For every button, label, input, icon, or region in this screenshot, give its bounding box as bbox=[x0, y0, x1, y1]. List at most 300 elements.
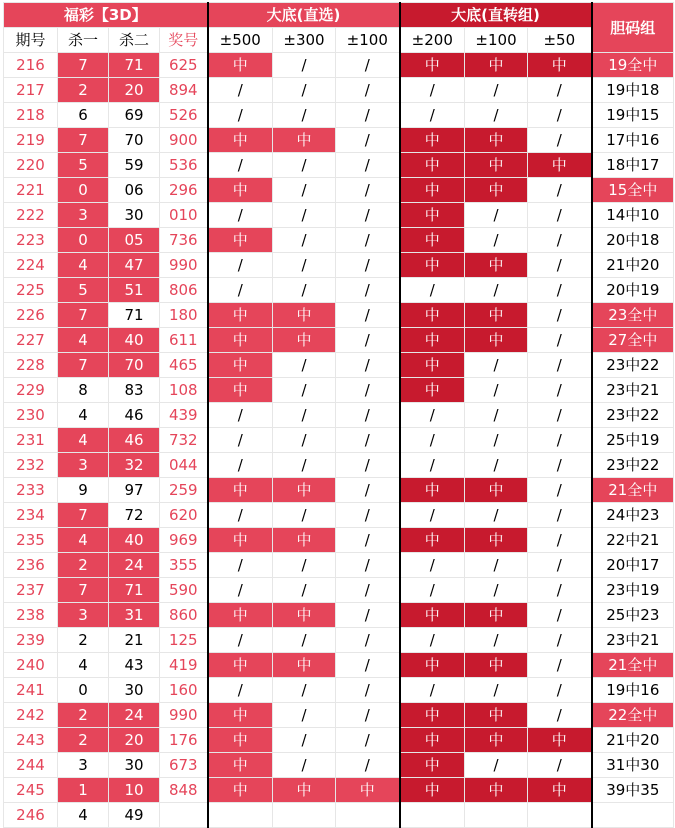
zhuanzu-cell: / bbox=[528, 403, 592, 428]
zhixuan-cell: / bbox=[273, 553, 336, 578]
zhixuan-cell: 中 bbox=[273, 328, 336, 353]
table-row bbox=[4, 578, 674, 603]
danma-cell: 17中16 bbox=[592, 128, 674, 153]
kill-one-cell: 3 bbox=[58, 453, 109, 478]
col-header-sha1: 杀一 bbox=[58, 28, 109, 53]
zhuanzu-cell: / bbox=[465, 278, 528, 303]
kill-one-cell: 2 bbox=[58, 553, 109, 578]
issue-number-cell: 235 bbox=[4, 528, 58, 553]
zhixuan-cell: 中 bbox=[273, 653, 336, 678]
issue-number-cell: 243 bbox=[4, 728, 58, 753]
kill-two-cell: 30 bbox=[109, 678, 160, 703]
winning-number-cell: 732 bbox=[160, 428, 208, 453]
zhuanzu-cell: 中 bbox=[400, 603, 465, 628]
winning-number-cell: 860 bbox=[160, 603, 208, 628]
zhuanzu-cell: 中 bbox=[465, 178, 528, 203]
zhixuan-cell: / bbox=[273, 203, 336, 228]
kill-one-cell: 3 bbox=[58, 753, 109, 778]
zhuanzu-cell: 中 bbox=[528, 728, 592, 753]
issue-number-cell: 245 bbox=[4, 778, 58, 803]
winning-number-cell: 673 bbox=[160, 753, 208, 778]
zhuanzu-cell: / bbox=[400, 503, 465, 528]
zhuanzu-cell: 中 bbox=[400, 703, 465, 728]
danma-cell: 19中15 bbox=[592, 103, 674, 128]
zhixuan-cell: / bbox=[336, 128, 400, 153]
issue-number-cell: 218 bbox=[4, 103, 58, 128]
zhixuan-cell: / bbox=[336, 178, 400, 203]
zhixuan-cell bbox=[273, 803, 336, 828]
issue-number-cell: 239 bbox=[4, 628, 58, 653]
kill-two-cell: 71 bbox=[109, 53, 160, 78]
table-row bbox=[4, 53, 674, 78]
zhuanzu-cell: / bbox=[465, 403, 528, 428]
zhuanzu-cell: 中 bbox=[528, 53, 592, 78]
winning-number-cell: 611 bbox=[160, 328, 208, 353]
kill-one-cell: 9 bbox=[58, 478, 109, 503]
table-body bbox=[4, 53, 674, 828]
zhuanzu-cell: / bbox=[465, 503, 528, 528]
zhixuan-cell: / bbox=[336, 603, 400, 628]
kill-two-cell: 30 bbox=[109, 203, 160, 228]
zhuanzu-cell: / bbox=[528, 303, 592, 328]
zhixuan-cell: / bbox=[208, 78, 273, 103]
winning-number-cell: 296 bbox=[160, 178, 208, 203]
zhuanzu-cell: / bbox=[465, 578, 528, 603]
group-header-3d: 福彩【3D】 bbox=[4, 3, 208, 28]
zhuanzu-cell: / bbox=[465, 428, 528, 453]
issue-number-cell: 241 bbox=[4, 678, 58, 703]
zhixuan-cell: 中 bbox=[273, 303, 336, 328]
table-row bbox=[4, 453, 674, 478]
kill-two-cell: 06 bbox=[109, 178, 160, 203]
kill-one-cell: 7 bbox=[58, 578, 109, 603]
kill-one-cell: 4 bbox=[58, 253, 109, 278]
header-row-columns bbox=[4, 28, 674, 53]
zhuanzu-cell: 中 bbox=[400, 128, 465, 153]
danma-cell: 23中22 bbox=[592, 403, 674, 428]
group-header-zhuanzu: 大底(直转组) bbox=[400, 3, 592, 28]
zhixuan-cell: / bbox=[336, 628, 400, 653]
zhixuan-cell: / bbox=[273, 378, 336, 403]
zhuanzu-cell: / bbox=[400, 78, 465, 103]
zhixuan-cell: / bbox=[273, 253, 336, 278]
winning-number-cell: 990 bbox=[160, 253, 208, 278]
zhixuan-cell: 中 bbox=[273, 778, 336, 803]
zhuanzu-cell: / bbox=[528, 328, 592, 353]
winning-number-cell: 848 bbox=[160, 778, 208, 803]
zhixuan-cell: / bbox=[273, 278, 336, 303]
kill-one-cell: 4 bbox=[58, 803, 109, 828]
zhuanzu-cell: 中 bbox=[400, 328, 465, 353]
zhixuan-cell: / bbox=[336, 478, 400, 503]
zhuanzu-cell: 中 bbox=[465, 478, 528, 503]
zhuanzu-cell: 中 bbox=[465, 653, 528, 678]
zhuanzu-cell: / bbox=[465, 753, 528, 778]
zhixuan-cell: 中 bbox=[208, 53, 273, 78]
zhixuan-cell: / bbox=[208, 403, 273, 428]
table-row bbox=[4, 128, 674, 153]
winning-number-cell: 160 bbox=[160, 678, 208, 703]
kill-one-cell: 2 bbox=[58, 728, 109, 753]
winning-number-cell: 176 bbox=[160, 728, 208, 753]
danma-cell: 20中19 bbox=[592, 278, 674, 303]
kill-one-cell: 5 bbox=[58, 153, 109, 178]
zhixuan-cell: / bbox=[336, 753, 400, 778]
danma-cell: 23中21 bbox=[592, 628, 674, 653]
zhixuan-cell: / bbox=[336, 53, 400, 78]
table-row bbox=[4, 753, 674, 778]
zhuanzu-cell: / bbox=[528, 78, 592, 103]
winning-number-cell bbox=[160, 803, 208, 828]
zhuanzu-cell: / bbox=[400, 553, 465, 578]
lottery-table bbox=[3, 2, 674, 828]
zhixuan-cell: / bbox=[336, 453, 400, 478]
kill-two-cell: 43 bbox=[109, 653, 160, 678]
zhixuan-cell: 中 bbox=[208, 128, 273, 153]
danma-cell: 39中35 bbox=[592, 778, 674, 803]
table-row bbox=[4, 778, 674, 803]
table-row bbox=[4, 278, 674, 303]
zhixuan-cell: / bbox=[208, 553, 273, 578]
zhixuan-cell: / bbox=[273, 178, 336, 203]
zhixuan-cell: 中 bbox=[208, 328, 273, 353]
zhuanzu-cell: / bbox=[528, 628, 592, 653]
kill-two-cell: 40 bbox=[109, 528, 160, 553]
zhuanzu-cell bbox=[400, 803, 465, 828]
kill-one-cell: 0 bbox=[58, 678, 109, 703]
zhuanzu-cell: 中 bbox=[400, 378, 465, 403]
kill-one-cell: 1 bbox=[58, 778, 109, 803]
danma-cell: 25中19 bbox=[592, 428, 674, 453]
kill-one-cell: 0 bbox=[58, 228, 109, 253]
issue-number-cell: 236 bbox=[4, 553, 58, 578]
table-row bbox=[4, 553, 674, 578]
kill-one-cell: 3 bbox=[58, 603, 109, 628]
table-row bbox=[4, 803, 674, 828]
zhuanzu-cell bbox=[465, 803, 528, 828]
zhuanzu-cell: / bbox=[528, 703, 592, 728]
zhixuan-cell: / bbox=[336, 278, 400, 303]
zhixuan-cell: / bbox=[336, 703, 400, 728]
kill-two-cell: 20 bbox=[109, 728, 160, 753]
danma-cell: 15全中 bbox=[592, 178, 674, 203]
zhuanzu-cell: / bbox=[528, 128, 592, 153]
table-row bbox=[4, 303, 674, 328]
kill-two-cell: 47 bbox=[109, 253, 160, 278]
winning-number-cell: 259 bbox=[160, 478, 208, 503]
kill-two-cell: 71 bbox=[109, 578, 160, 603]
winning-number-cell: 526 bbox=[160, 103, 208, 128]
zhuanzu-cell: 中 bbox=[465, 303, 528, 328]
zhuanzu-cell: / bbox=[528, 378, 592, 403]
zhuanzu-cell: / bbox=[465, 678, 528, 703]
zhixuan-cell bbox=[336, 803, 400, 828]
kill-one-cell: 4 bbox=[58, 528, 109, 553]
kill-two-cell: 70 bbox=[109, 128, 160, 153]
danma-cell: 21全中 bbox=[592, 478, 674, 503]
zhixuan-cell: / bbox=[336, 578, 400, 603]
zhixuan-cell: / bbox=[273, 703, 336, 728]
zhixuan-cell: / bbox=[208, 453, 273, 478]
group-header-danma: 胆码组 bbox=[592, 3, 674, 53]
zhixuan-cell: 中 bbox=[273, 528, 336, 553]
table-row bbox=[4, 403, 674, 428]
winning-number-cell: 010 bbox=[160, 203, 208, 228]
danma-cell: 25中23 bbox=[592, 603, 674, 628]
issue-number-cell: 242 bbox=[4, 703, 58, 728]
issue-number-cell: 240 bbox=[4, 653, 58, 678]
danma-cell: 31中30 bbox=[592, 753, 674, 778]
kill-two-cell: 10 bbox=[109, 778, 160, 803]
kill-two-cell: 69 bbox=[109, 103, 160, 128]
danma-cell: 21中20 bbox=[592, 253, 674, 278]
kill-one-cell: 3 bbox=[58, 203, 109, 228]
danma-cell: 21中20 bbox=[592, 728, 674, 753]
zhixuan-cell: 中 bbox=[208, 753, 273, 778]
zhuanzu-cell: / bbox=[528, 178, 592, 203]
table-row bbox=[4, 728, 674, 753]
kill-one-cell: 2 bbox=[58, 703, 109, 728]
zhuanzu-cell: / bbox=[400, 678, 465, 703]
zhixuan-cell: / bbox=[273, 403, 336, 428]
danma-cell: 23全中 bbox=[592, 303, 674, 328]
zhuanzu-cell: 中 bbox=[465, 153, 528, 178]
zhuanzu-cell: / bbox=[465, 453, 528, 478]
kill-two-cell: 24 bbox=[109, 703, 160, 728]
zhuanzu-cell: 中 bbox=[400, 153, 465, 178]
zhuanzu-cell: 中 bbox=[400, 653, 465, 678]
zhixuan-cell: / bbox=[336, 553, 400, 578]
zhuanzu-cell: 中 bbox=[465, 528, 528, 553]
zhuanzu-cell: / bbox=[465, 628, 528, 653]
zhixuan-cell: / bbox=[273, 353, 336, 378]
zhuanzu-cell: 中 bbox=[528, 153, 592, 178]
col-header-pm50: ±50 bbox=[528, 28, 592, 53]
zhixuan-cell: 中 bbox=[208, 178, 273, 203]
danma-cell: 23中22 bbox=[592, 353, 674, 378]
kill-one-cell: 7 bbox=[58, 353, 109, 378]
winning-number-cell: 044 bbox=[160, 453, 208, 478]
zhuanzu-cell: / bbox=[400, 428, 465, 453]
table-row bbox=[4, 653, 674, 678]
issue-number-cell: 217 bbox=[4, 78, 58, 103]
kill-two-cell: 21 bbox=[109, 628, 160, 653]
table-row bbox=[4, 603, 674, 628]
zhixuan-cell: / bbox=[273, 628, 336, 653]
kill-two-cell: 40 bbox=[109, 328, 160, 353]
zhixuan-cell: / bbox=[273, 578, 336, 603]
issue-number-cell: 216 bbox=[4, 53, 58, 78]
zhixuan-cell: 中 bbox=[336, 778, 400, 803]
zhixuan-cell: 中 bbox=[208, 528, 273, 553]
zhixuan-cell: / bbox=[208, 253, 273, 278]
table-row bbox=[4, 178, 674, 203]
zhixuan-cell: / bbox=[336, 303, 400, 328]
zhixuan-cell: 中 bbox=[208, 478, 273, 503]
danma-cell bbox=[592, 803, 674, 828]
zhuanzu-cell: / bbox=[400, 403, 465, 428]
zhuanzu-cell: / bbox=[528, 528, 592, 553]
zhixuan-cell: / bbox=[273, 153, 336, 178]
zhixuan-cell: / bbox=[336, 678, 400, 703]
kill-two-cell: 83 bbox=[109, 378, 160, 403]
col-header-qihao: 期号 bbox=[4, 28, 58, 53]
table-row bbox=[4, 353, 674, 378]
winning-number-cell: 900 bbox=[160, 128, 208, 153]
zhuanzu-cell: / bbox=[400, 578, 465, 603]
danma-cell: 23中19 bbox=[592, 578, 674, 603]
zhixuan-cell: / bbox=[273, 753, 336, 778]
issue-number-cell: 228 bbox=[4, 353, 58, 378]
table-row bbox=[4, 328, 674, 353]
zhixuan-cell: / bbox=[273, 53, 336, 78]
issue-number-cell: 234 bbox=[4, 503, 58, 528]
kill-two-cell: 72 bbox=[109, 503, 160, 528]
zhixuan-cell: / bbox=[208, 278, 273, 303]
zhuanzu-cell: 中 bbox=[465, 703, 528, 728]
kill-two-cell: 32 bbox=[109, 453, 160, 478]
group-header-zhixuan: 大底(直选) bbox=[208, 3, 400, 28]
table-row bbox=[4, 703, 674, 728]
issue-number-cell: 244 bbox=[4, 753, 58, 778]
zhuanzu-cell: 中 bbox=[400, 178, 465, 203]
kill-two-cell: 49 bbox=[109, 803, 160, 828]
zhixuan-cell: 中 bbox=[208, 378, 273, 403]
danma-cell: 22全中 bbox=[592, 703, 674, 728]
zhixuan-cell: 中 bbox=[208, 653, 273, 678]
zhuanzu-cell: / bbox=[528, 603, 592, 628]
zhuanzu-cell: / bbox=[465, 553, 528, 578]
table-row bbox=[4, 253, 674, 278]
col-header-pm100a: ±100 bbox=[336, 28, 400, 53]
zhixuan-cell: / bbox=[273, 103, 336, 128]
zhixuan-cell: / bbox=[273, 228, 336, 253]
winning-number-cell: 894 bbox=[160, 78, 208, 103]
zhixuan-cell bbox=[208, 803, 273, 828]
zhuanzu-cell: / bbox=[528, 353, 592, 378]
kill-one-cell: 7 bbox=[58, 503, 109, 528]
issue-number-cell: 246 bbox=[4, 803, 58, 828]
issue-number-cell: 222 bbox=[4, 203, 58, 228]
zhuanzu-cell: / bbox=[528, 453, 592, 478]
danma-cell: 21全中 bbox=[592, 653, 674, 678]
zhuanzu-cell: 中 bbox=[465, 728, 528, 753]
kill-two-cell: 20 bbox=[109, 78, 160, 103]
table-row bbox=[4, 153, 674, 178]
danma-cell: 19中16 bbox=[592, 678, 674, 703]
kill-two-cell: 71 bbox=[109, 303, 160, 328]
kill-one-cell: 2 bbox=[58, 628, 109, 653]
winning-number-cell: 108 bbox=[160, 378, 208, 403]
zhuanzu-cell: 中 bbox=[400, 253, 465, 278]
danma-cell: 23中21 bbox=[592, 378, 674, 403]
zhuanzu-cell: 中 bbox=[528, 778, 592, 803]
zhixuan-cell: / bbox=[336, 503, 400, 528]
zhuanzu-cell: 中 bbox=[400, 528, 465, 553]
zhuanzu-cell: / bbox=[400, 628, 465, 653]
zhixuan-cell: 中 bbox=[273, 128, 336, 153]
kill-one-cell: 7 bbox=[58, 53, 109, 78]
issue-number-cell: 237 bbox=[4, 578, 58, 603]
zhuanzu-cell: / bbox=[400, 103, 465, 128]
danma-cell: 23中22 bbox=[592, 453, 674, 478]
zhuanzu-cell: 中 bbox=[465, 778, 528, 803]
table-row bbox=[4, 678, 674, 703]
table-row bbox=[4, 203, 674, 228]
zhixuan-cell: / bbox=[336, 428, 400, 453]
zhuanzu-cell: 中 bbox=[400, 203, 465, 228]
kill-two-cell: 46 bbox=[109, 403, 160, 428]
zhixuan-cell: 中 bbox=[208, 228, 273, 253]
zhixuan-cell: / bbox=[336, 153, 400, 178]
winning-number-cell: 590 bbox=[160, 578, 208, 603]
issue-number-cell: 227 bbox=[4, 328, 58, 353]
table-row bbox=[4, 428, 674, 453]
kill-one-cell: 7 bbox=[58, 128, 109, 153]
winning-number-cell: 465 bbox=[160, 353, 208, 378]
col-header-pm200: ±200 bbox=[400, 28, 465, 53]
zhixuan-cell: / bbox=[273, 453, 336, 478]
zhuanzu-cell: / bbox=[528, 203, 592, 228]
zhuanzu-cell: / bbox=[400, 453, 465, 478]
kill-two-cell: 05 bbox=[109, 228, 160, 253]
kill-two-cell: 30 bbox=[109, 753, 160, 778]
kill-one-cell: 2 bbox=[58, 78, 109, 103]
zhixuan-cell: / bbox=[208, 153, 273, 178]
col-header-jianghao: 奖号 bbox=[160, 28, 208, 53]
zhuanzu-cell: 中 bbox=[400, 353, 465, 378]
issue-number-cell: 231 bbox=[4, 428, 58, 453]
zhixuan-cell: / bbox=[336, 228, 400, 253]
danma-cell: 20中17 bbox=[592, 553, 674, 578]
zhixuan-cell: / bbox=[273, 728, 336, 753]
kill-two-cell: 24 bbox=[109, 553, 160, 578]
zhuanzu-cell: 中 bbox=[400, 228, 465, 253]
zhixuan-cell: / bbox=[336, 528, 400, 553]
table-row bbox=[4, 503, 674, 528]
zhixuan-cell: 中 bbox=[208, 703, 273, 728]
zhuanzu-cell: / bbox=[528, 103, 592, 128]
kill-one-cell: 4 bbox=[58, 403, 109, 428]
zhixuan-cell: 中 bbox=[273, 478, 336, 503]
zhixuan-cell: 中 bbox=[208, 353, 273, 378]
col-header-pm300: ±300 bbox=[273, 28, 336, 53]
zhixuan-cell: / bbox=[208, 428, 273, 453]
zhuanzu-cell: / bbox=[528, 653, 592, 678]
issue-number-cell: 232 bbox=[4, 453, 58, 478]
zhixuan-cell: / bbox=[336, 728, 400, 753]
zhixuan-cell: / bbox=[336, 328, 400, 353]
zhixuan-cell: / bbox=[208, 628, 273, 653]
zhuanzu-cell: / bbox=[465, 203, 528, 228]
danma-cell: 18中17 bbox=[592, 153, 674, 178]
zhuanzu-cell: / bbox=[528, 428, 592, 453]
danma-cell: 19中18 bbox=[592, 78, 674, 103]
zhuanzu-cell: / bbox=[528, 503, 592, 528]
zhuanzu-cell: / bbox=[528, 478, 592, 503]
header-row-groups bbox=[4, 3, 674, 28]
issue-number-cell: 233 bbox=[4, 478, 58, 503]
issue-number-cell: 219 bbox=[4, 128, 58, 153]
zhixuan-cell: / bbox=[336, 103, 400, 128]
winning-number-cell: 736 bbox=[160, 228, 208, 253]
table-row bbox=[4, 478, 674, 503]
winning-number-cell: 620 bbox=[160, 503, 208, 528]
zhixuan-cell: / bbox=[336, 403, 400, 428]
winning-number-cell: 990 bbox=[160, 703, 208, 728]
zhixuan-cell: / bbox=[208, 103, 273, 128]
zhuanzu-cell: 中 bbox=[465, 603, 528, 628]
